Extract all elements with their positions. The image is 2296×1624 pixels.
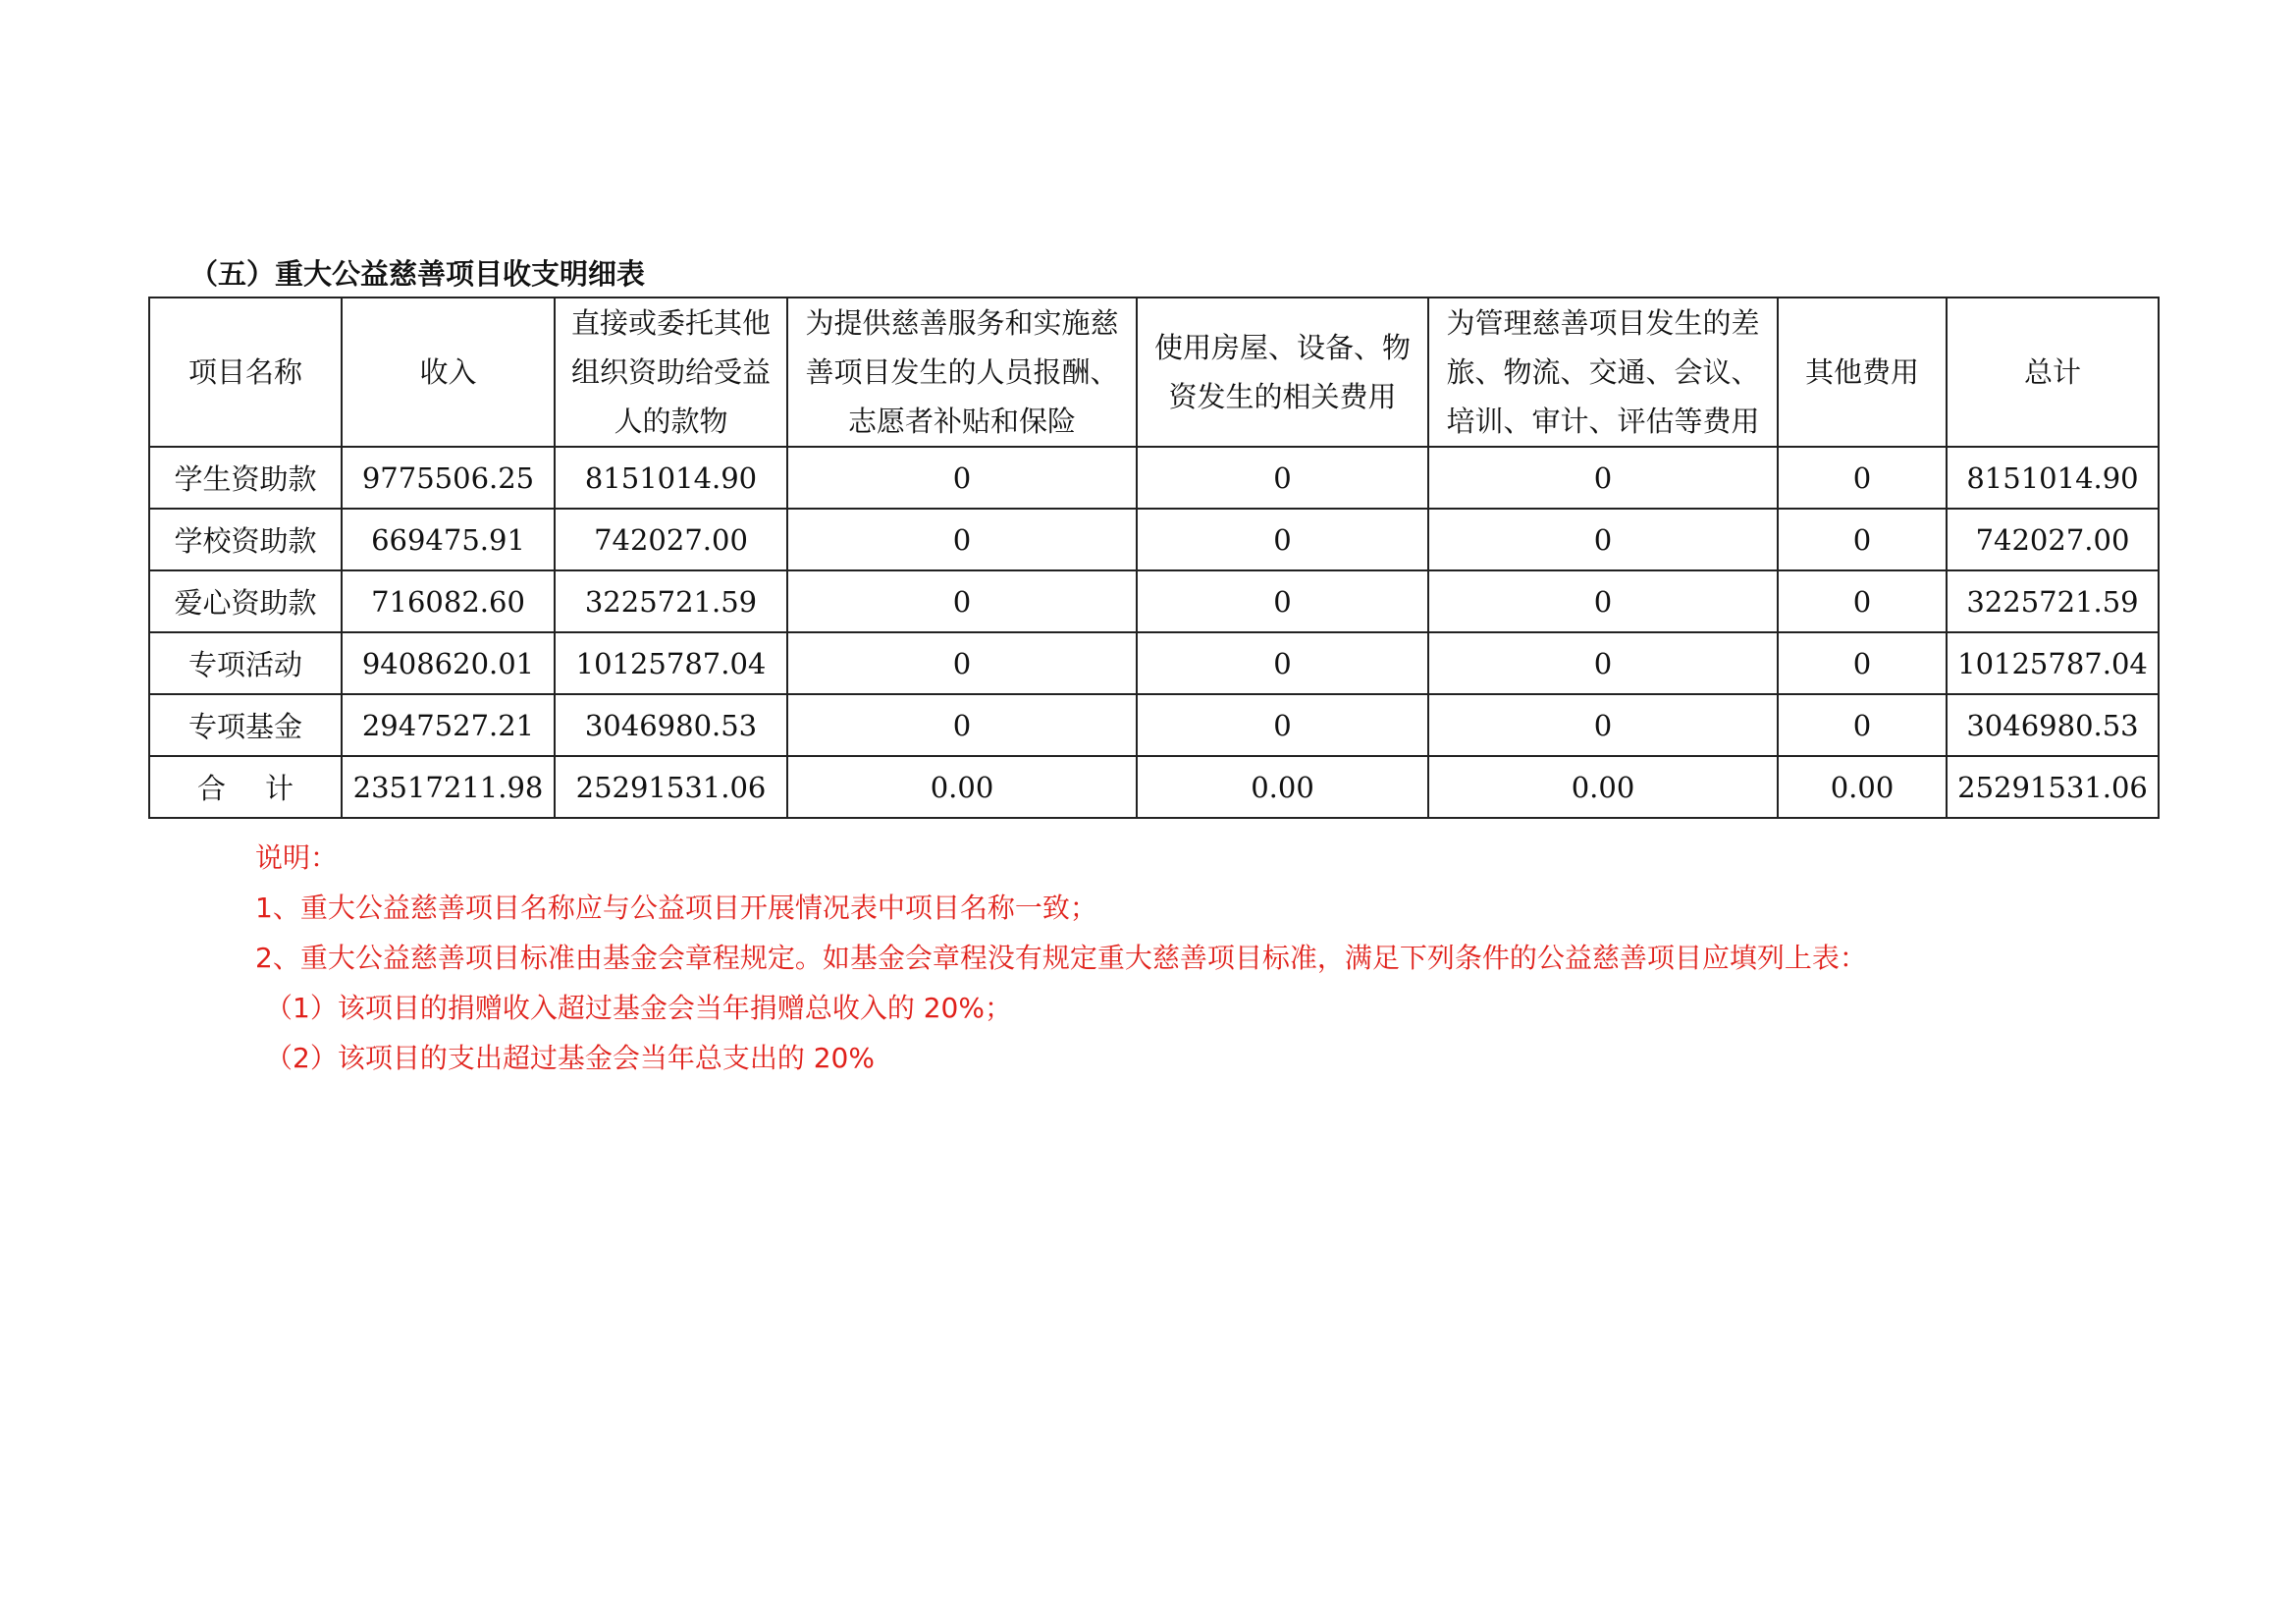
- table-row: [149, 570, 2159, 632]
- cell-personnel-cost: 0.00: [787, 756, 1137, 818]
- note-item: 2、重大公益慈善项目标准由基金会章程规定。如基金会章程没有规定重大慈善项目标准，满足下列条件的公益慈善项目应填列上表：: [255, 942, 1867, 974]
- table-total-row: [149, 756, 2159, 818]
- charity-project-detail-table: [148, 297, 2160, 819]
- cell-project-name: 学生资助款: [149, 447, 342, 509]
- cell-other-cost: 0.00: [1778, 756, 1947, 818]
- header-project-name: 项目名称: [149, 298, 342, 447]
- cell-other-cost: 0: [1778, 447, 1947, 509]
- cell-management-cost: 0: [1428, 694, 1778, 756]
- cell-personnel-cost: 0: [787, 509, 1137, 570]
- header-other-cost: 其他费用: [1778, 298, 1947, 447]
- cell-total: 742027.00: [1947, 509, 2159, 570]
- cell-management-cost: 0: [1428, 570, 1778, 632]
- header-personnel-cost: 为提供慈善服务和实施慈善项目发生的人员报酬、志愿者补贴和保险: [787, 298, 1137, 447]
- cell-total: 3225721.59: [1947, 570, 2159, 632]
- cell-direct-funding: 25291531.06: [555, 756, 787, 818]
- cell-project-name: 学校资助款: [149, 509, 342, 570]
- cell-personnel-cost: 0: [787, 570, 1137, 632]
- cell-other-cost: 0: [1778, 509, 1947, 570]
- header-total: 总计: [1947, 298, 2159, 447]
- cell-other-cost: 0: [1778, 694, 1947, 756]
- cell-total: 25291531.06: [1947, 756, 2159, 818]
- cell-direct-funding: 742027.00: [555, 509, 787, 570]
- cell-direct-funding: 3225721.59: [555, 570, 787, 632]
- cell-other-cost: 0: [1778, 632, 1947, 694]
- section-title: （五）重大公益慈善项目收支明细表: [189, 257, 646, 291]
- cell-income: 716082.60: [342, 570, 555, 632]
- header-management-cost: 为管理慈善项目发生的差旅、物流、交通、会议、培训、审计、评估等费用: [1428, 298, 1778, 447]
- cell-direct-funding: 8151014.90: [555, 447, 787, 509]
- cell-facility-cost: 0: [1137, 509, 1428, 570]
- cell-facility-cost: 0: [1137, 570, 1428, 632]
- cell-total: 8151014.90: [1947, 447, 2159, 509]
- cell-personnel-cost: 0: [787, 694, 1137, 756]
- cell-total: 10125787.04: [1947, 632, 2159, 694]
- cell-facility-cost: 0.00: [1137, 756, 1428, 818]
- cell-management-cost: 0: [1428, 509, 1778, 570]
- note-item: （2）该项目的支出超过基金会当年总支出的 20%: [265, 1042, 875, 1074]
- cell-management-cost: 0: [1428, 447, 1778, 509]
- header-income: 收入: [342, 298, 555, 447]
- cell-project-name: 专项基金: [149, 694, 342, 756]
- cell-direct-funding: 3046980.53: [555, 694, 787, 756]
- cell-other-cost: 0: [1778, 570, 1947, 632]
- cell-project-name: 专项活动: [149, 632, 342, 694]
- cell-income: 669475.91: [342, 509, 555, 570]
- cell-facility-cost: 0: [1137, 632, 1428, 694]
- cell-income: 2947527.21: [342, 694, 555, 756]
- cell-income: 9775506.25: [342, 447, 555, 509]
- cell-income: 23517211.98: [342, 756, 555, 818]
- table-row: [149, 694, 2159, 756]
- table-row: [149, 447, 2159, 509]
- notes-section: [255, 833, 1867, 1083]
- cell-income: 9408620.01: [342, 632, 555, 694]
- cell-facility-cost: 0: [1137, 694, 1428, 756]
- cell-management-cost: 0.00: [1428, 756, 1778, 818]
- header-direct-funding: 直接或委托其他组织资助给受益人的款物: [555, 298, 787, 447]
- cell-personnel-cost: 0: [787, 632, 1137, 694]
- table-header-row: [149, 298, 2159, 447]
- cell-total: 3046980.53: [1947, 694, 2159, 756]
- note-item: 1、重大公益慈善项目名称应与公益项目开展情况表中项目名称一致；: [255, 892, 1097, 924]
- note-item: （1）该项目的捐赠收入超过基金会当年捐赠总收入的 20%；: [265, 992, 1012, 1024]
- cell-total-label: 合计: [149, 756, 342, 818]
- cell-direct-funding: 10125787.04: [555, 632, 787, 694]
- cell-facility-cost: 0: [1137, 447, 1428, 509]
- cell-personnel-cost: 0: [787, 447, 1137, 509]
- table-row: [149, 632, 2159, 694]
- header-facility-cost: 使用房屋、设备、物资发生的相关费用: [1137, 298, 1428, 447]
- cell-management-cost: 0: [1428, 632, 1778, 694]
- cell-project-name: 爱心资助款: [149, 570, 342, 632]
- table-row: [149, 509, 2159, 570]
- notes-heading: 说明：: [255, 841, 339, 874]
